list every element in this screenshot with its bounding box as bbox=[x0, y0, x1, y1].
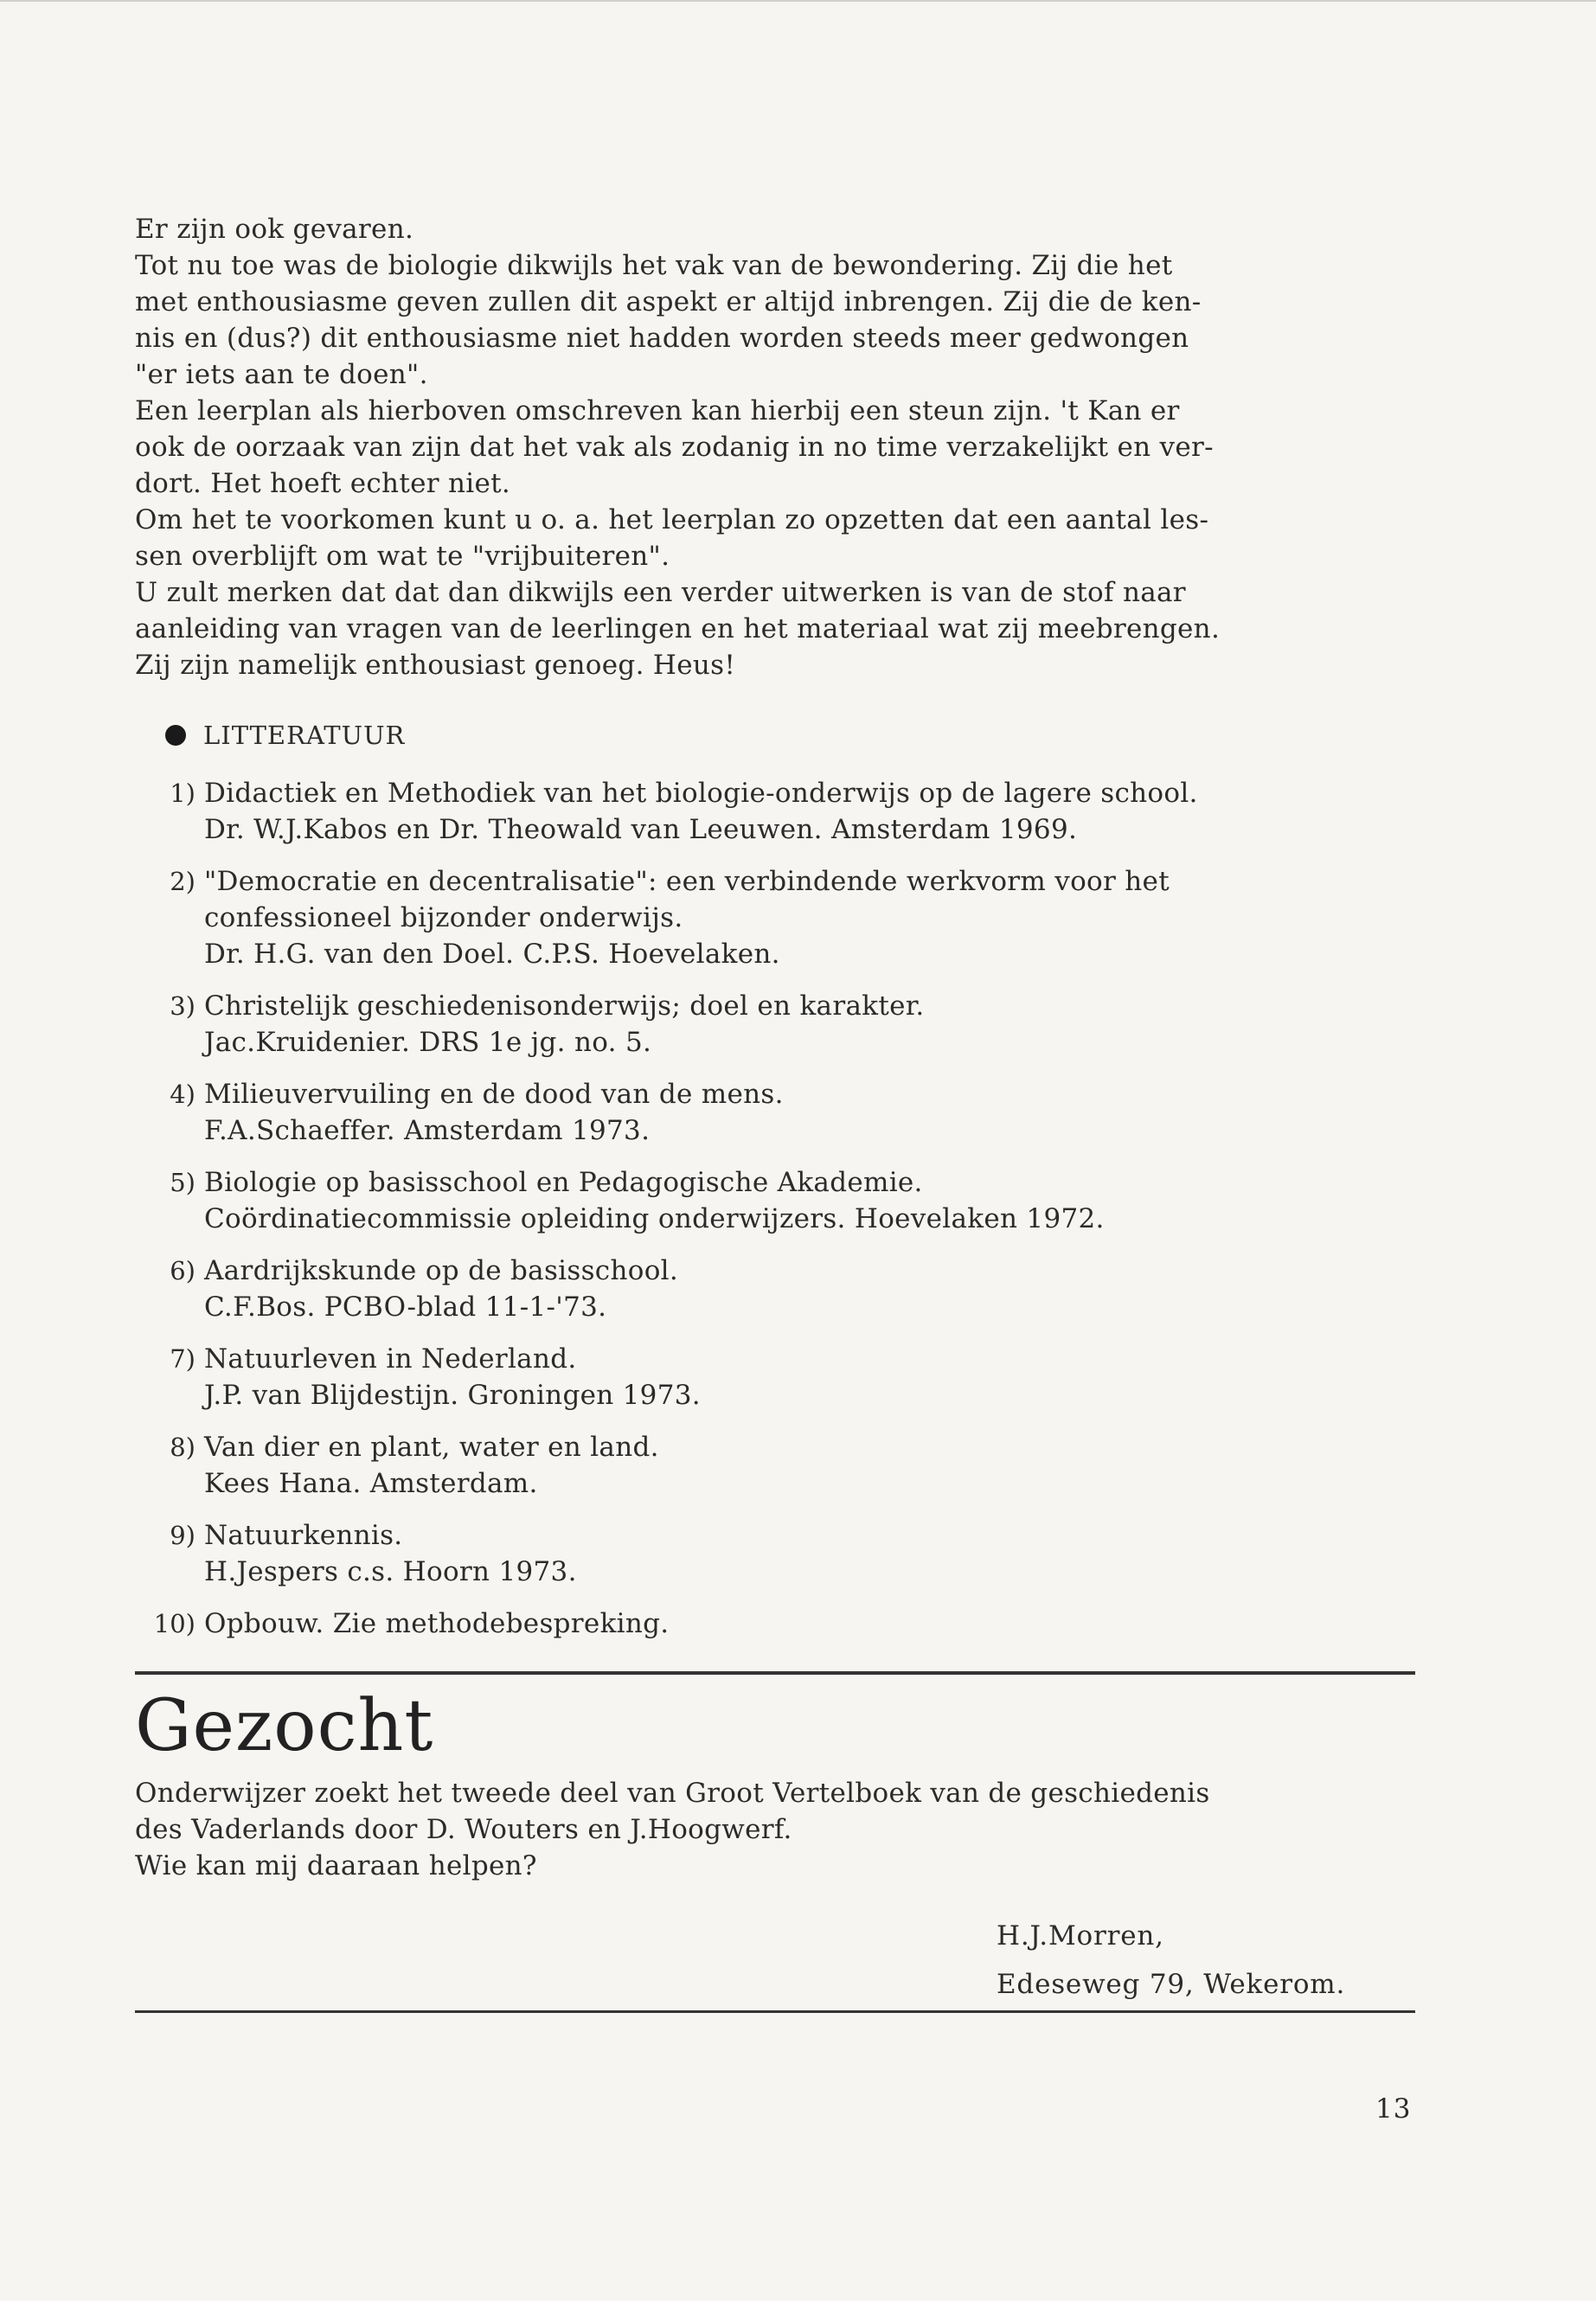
literature-item-number: 2) bbox=[170, 867, 195, 896]
literature-item-line: Kees Hana. Amsterdam. bbox=[204, 1468, 538, 1499]
intro-line: Om het te voorkomen kunt u o. a. het leerplan zo opzetten dat een aantal les- bbox=[135, 504, 1209, 535]
literature-item-line: F.A.Schaeffer. Amsterdam 1973. bbox=[204, 1115, 651, 1146]
intro-line: ook de oorzaak van zijn dat het vak als zodanig in no time verzakelijkt en ver- bbox=[135, 432, 1214, 463]
literature-item bbox=[135, 1429, 1415, 1502]
literature-item-line: Milieuvervuiling en de dood van de mens. bbox=[204, 1079, 784, 1110]
intro-line: nis en (dus?) dit enthousiasme niet hadden worden steeds meer gedwongen bbox=[135, 323, 1189, 354]
literature-item-line: J.P. van Blijdestijn. Groningen 1973. bbox=[204, 1380, 701, 1411]
intro-paragraph bbox=[135, 211, 1415, 683]
signature-name: H.J.Morren, bbox=[997, 1920, 1164, 1952]
intro-line: sen overblijft om wat te "vrijbuiteren". bbox=[135, 541, 670, 572]
literature-item-line: Aardrijkskunde op de basisschool. bbox=[204, 1255, 679, 1286]
literature-item-number: 5) bbox=[170, 1168, 195, 1197]
literature-item-line: H.Jespers c.s. Hoorn 1973. bbox=[204, 1556, 577, 1587]
literature-item-line: Van dier en plant, water en land. bbox=[204, 1432, 659, 1463]
literature-item-number: 8) bbox=[170, 1433, 195, 1462]
literature-item-line: Jac.Kruidenier. DRS 1e jg. no. 5. bbox=[204, 1027, 652, 1058]
literature-item-line: Dr. H.G. van den Doel. C.P.S. Hoevelaken. bbox=[204, 939, 780, 970]
literature-item-number: 7) bbox=[170, 1344, 195, 1374]
literature-item-line: Natuurleven in Nederland. bbox=[204, 1343, 577, 1375]
page-content bbox=[135, 211, 1415, 2013]
literature-item-line: "Democratie en decentralisatie": een verbindende werkvorm voor het bbox=[204, 866, 1170, 897]
bullet-icon bbox=[165, 725, 186, 746]
intro-line: Een leerplan als hierboven omschreven kan hierbij een steun zijn. 't Kan er bbox=[135, 395, 1180, 426]
intro-line: met enthousiasme geven zullen dit aspekt er altijd inbrengen. Zij die de ken- bbox=[135, 286, 1202, 317]
literature-heading-text: LITTERATUUR bbox=[203, 721, 406, 750]
literature-item-number: 1) bbox=[170, 779, 195, 808]
intro-line: dort. Het hoeft echter niet. bbox=[135, 468, 511, 499]
intro-line: "er iets aan te doen". bbox=[135, 359, 428, 390]
literature-item-line: confessioneel bijzonder onderwijs. bbox=[204, 902, 683, 933]
gezocht-line: Wie kan mij daaraan helpen? bbox=[135, 1850, 537, 1881]
signature-address: Edeseweg 79, Wekerom. bbox=[997, 1969, 1346, 2000]
literature-item-number: 10) bbox=[153, 1609, 195, 1638]
literature-item-number: 3) bbox=[170, 991, 195, 1021]
gezocht-line: des Vaderlands door D. Wouters en J.Hoogwerf. bbox=[135, 1814, 792, 1845]
literature-item-number: 6) bbox=[170, 1256, 195, 1285]
section-divider bbox=[135, 1671, 1415, 1675]
literature-item-line: Christelijk geschiedenisonderwijs; doel en karakter. bbox=[204, 990, 925, 1022]
literature-item bbox=[135, 1076, 1415, 1149]
literature-item-line: Coördinatiecommissie opleiding onderwijzers. Hoevelaken 1972. bbox=[204, 1203, 1105, 1234]
gezocht-body bbox=[135, 1775, 1415, 1884]
literature-item bbox=[135, 1253, 1415, 1325]
literature-item bbox=[135, 775, 1415, 848]
intro-line: U zult merken dat dat dan dikwijls een verder uitwerken is van de stof naar bbox=[135, 577, 1186, 608]
gezocht-title: Gezocht bbox=[135, 1685, 434, 1767]
literature-item-line: Biologie op basisschool en Pedagogische Akademie. bbox=[204, 1167, 923, 1198]
literature-heading bbox=[135, 716, 1415, 754]
gezocht-line: Onderwijzer zoekt het tweede deel van Groot Vertelboek van de geschiedenis bbox=[135, 1778, 1210, 1809]
page-number: 13 bbox=[1375, 2093, 1412, 2125]
literature-item-line: C.F.Bos. PCBO-blad 11-1-'73. bbox=[204, 1292, 607, 1323]
literature-item bbox=[135, 1606, 1415, 1642]
intro-line: aanleiding van vragen van de leerlingen en het materiaal wat zij meebrengen. bbox=[135, 613, 1221, 644]
literature-item-number: 9) bbox=[170, 1521, 195, 1550]
literature-item-line: Opbouw. Zie methodebespreking. bbox=[204, 1608, 670, 1639]
literature-item bbox=[135, 1517, 1415, 1590]
intro-line: Er zijn ook gevaren. bbox=[135, 214, 414, 245]
intro-line: Tot nu toe was de biologie dikwijls het vak van de bewondering. Zij die het bbox=[135, 250, 1173, 281]
literature-list bbox=[135, 775, 1415, 1642]
literature-item-line: Didactiek en Methodiek van het biologie-onderwijs op de lagere school. bbox=[204, 778, 1198, 809]
literature-item bbox=[135, 1164, 1415, 1237]
intro-line: Zij zijn namelijk enthousiast genoeg. Heus! bbox=[135, 650, 736, 681]
literature-item-line: Natuurkennis. bbox=[204, 1520, 403, 1551]
literature-item-number: 4) bbox=[170, 1080, 195, 1109]
literature-item bbox=[135, 988, 1415, 1061]
signature bbox=[997, 1912, 1415, 2009]
literature-item-line: Dr. W.J.Kabos en Dr. Theowald van Leeuwen. Amsterdam 1969. bbox=[204, 814, 1078, 845]
literature-item bbox=[135, 1341, 1415, 1413]
literature-item bbox=[135, 863, 1415, 972]
bottom-divider bbox=[135, 2010, 1415, 2013]
